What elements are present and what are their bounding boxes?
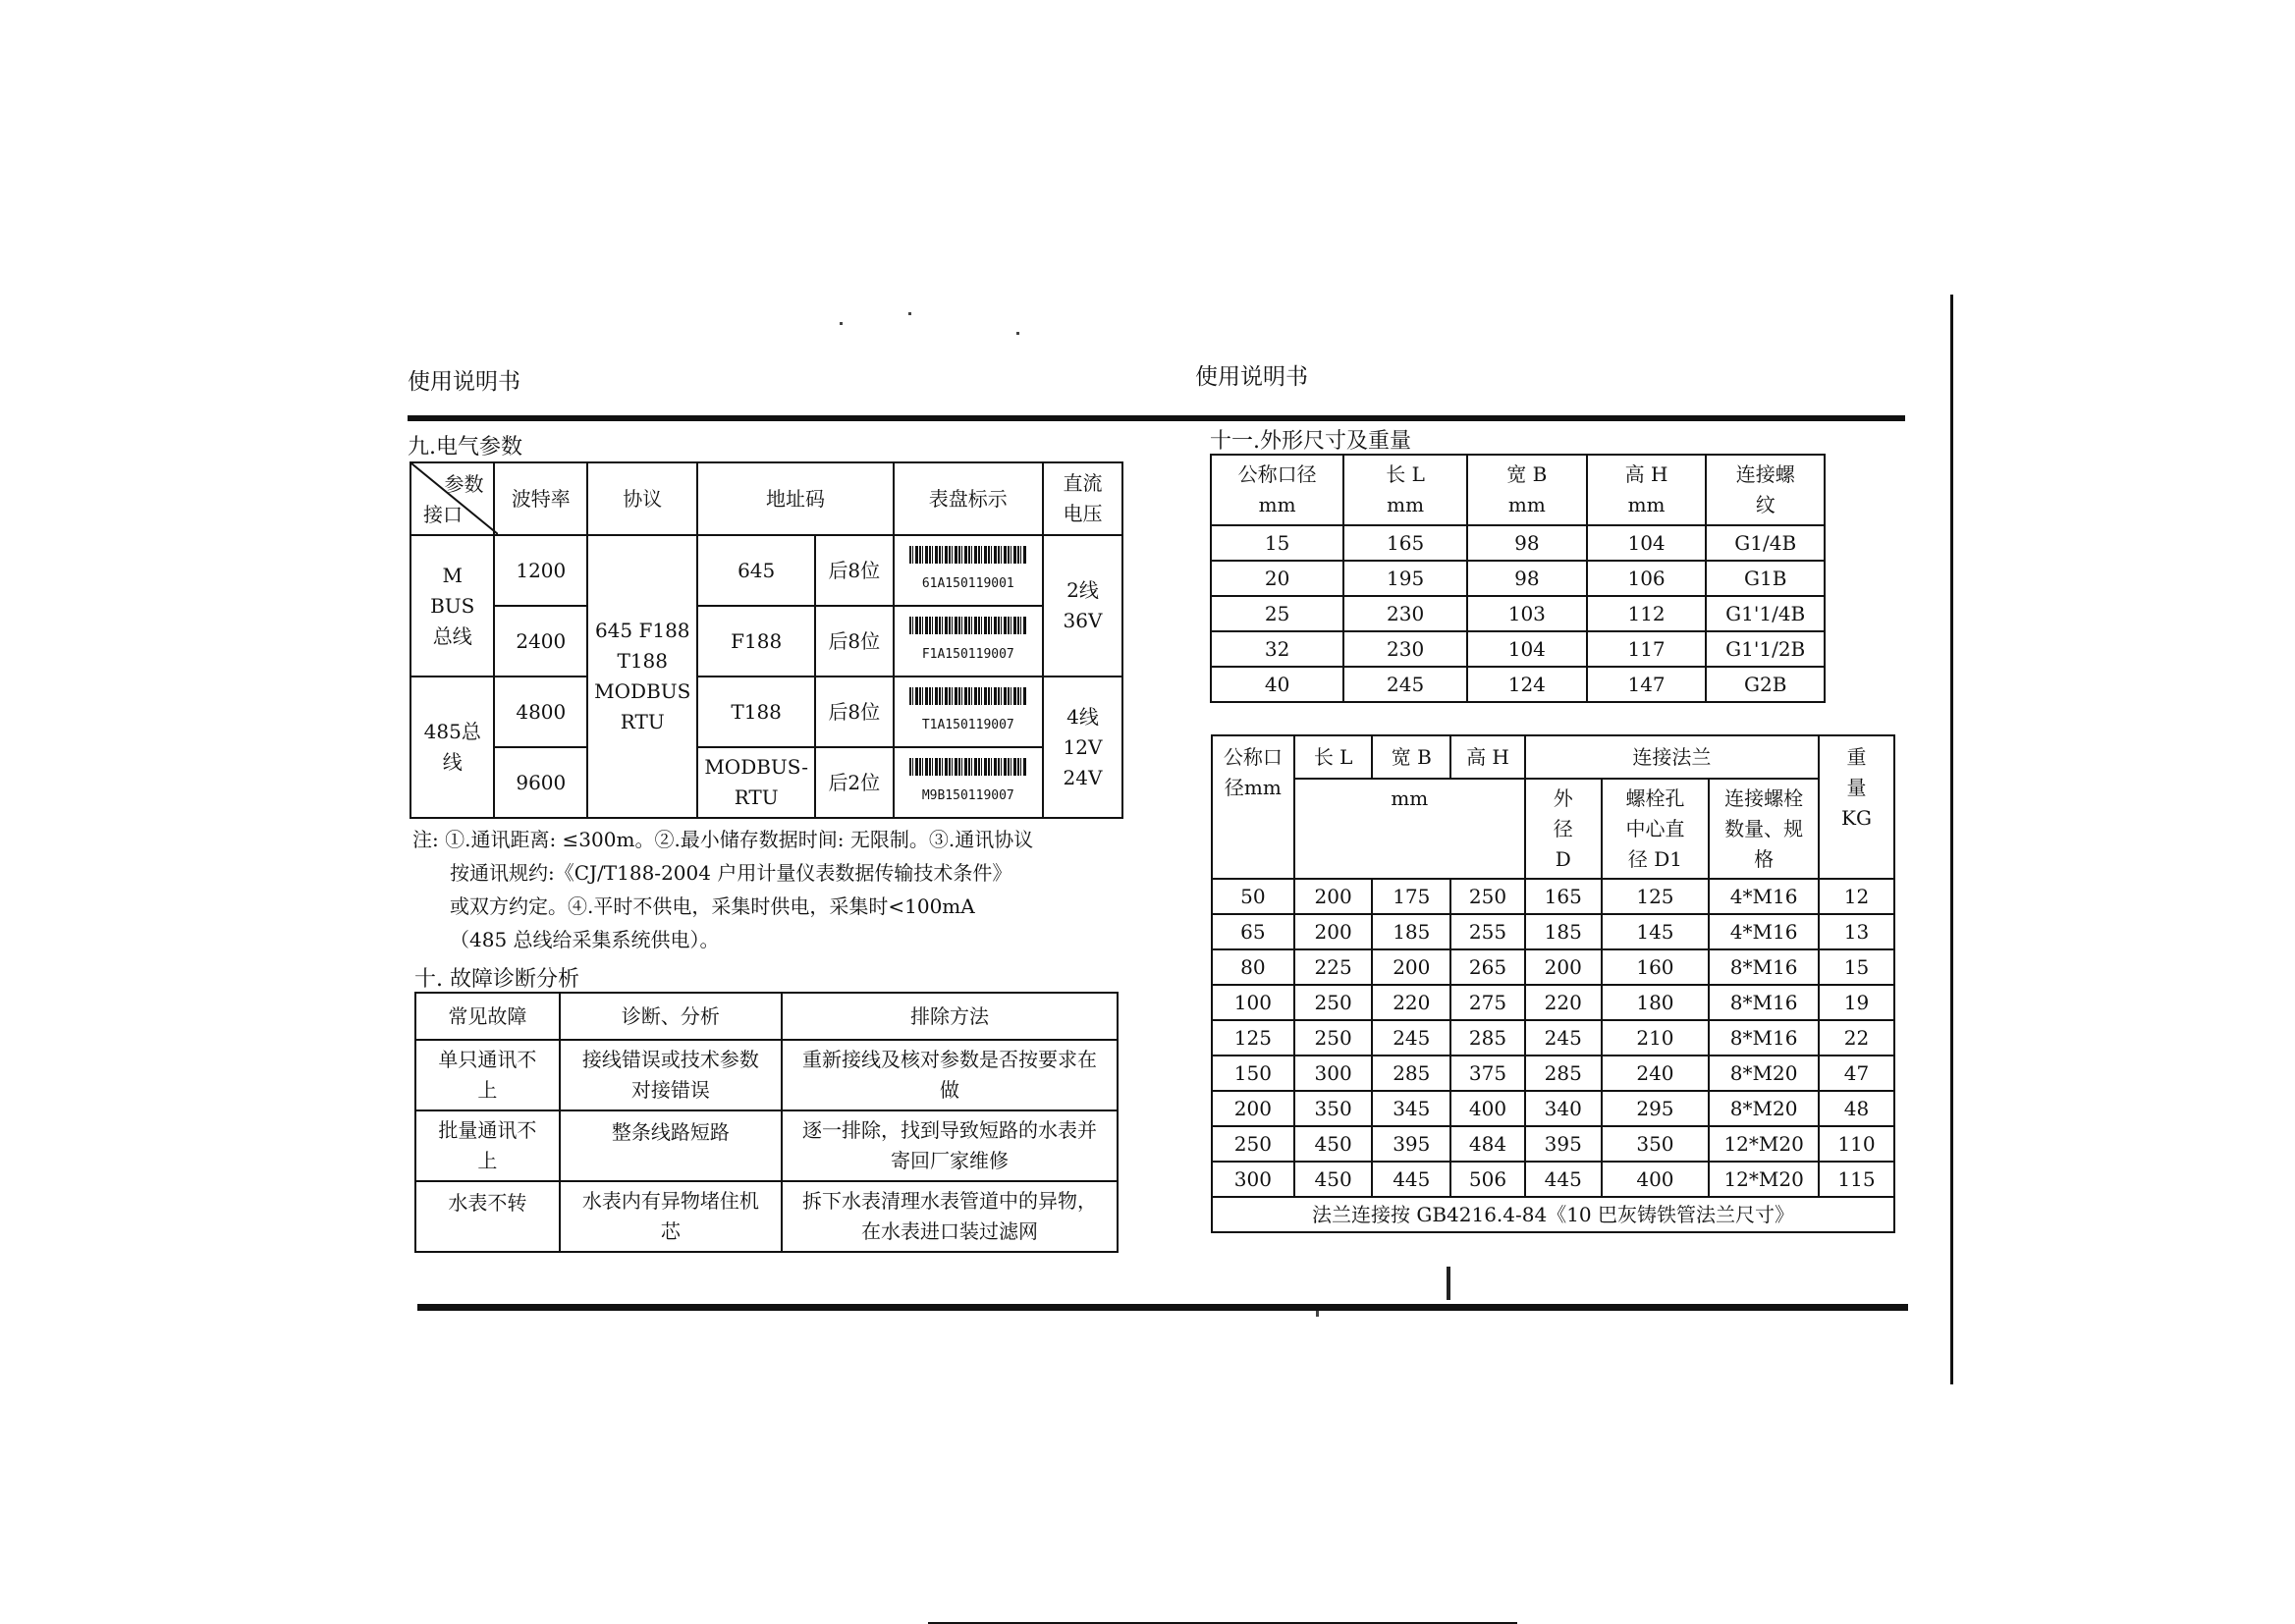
section10-title: 十. 故障诊断分析 bbox=[414, 967, 579, 992]
fault-cell: 拆下水表清理水表管道中的异物，在水表进口装过滤网 bbox=[782, 1181, 1118, 1252]
flange-cell: 200 bbox=[1372, 949, 1450, 985]
dim-cell: 117 bbox=[1587, 631, 1707, 667]
barcode-text: M9B150119007 bbox=[921, 787, 1014, 803]
fault-header: 诊断、分析 bbox=[560, 993, 782, 1040]
dim-cell: 15 bbox=[1211, 525, 1343, 561]
note-line: 或双方约定。④.平时不供电，采集时供电，采集时<100mA bbox=[450, 894, 975, 918]
dim-cell: 230 bbox=[1343, 631, 1467, 667]
flange-cell: 150 bbox=[1212, 1056, 1294, 1091]
dim-header: 宽 B mm bbox=[1467, 455, 1587, 525]
note-line: 注: ①.通讯距离: ≤300m。②.最小储存数据时间: 无限制。③.通讯协议 bbox=[412, 828, 1034, 851]
flange-cell: 350 bbox=[1294, 1091, 1373, 1126]
flange-cell: 300 bbox=[1212, 1162, 1294, 1197]
electrical-params-table bbox=[410, 461, 1123, 819]
flange-cell: 445 bbox=[1525, 1162, 1602, 1197]
flange-cell: 285 bbox=[1372, 1056, 1450, 1091]
flange-cell: 245 bbox=[1372, 1020, 1450, 1056]
flange-mm-header: mm bbox=[1294, 779, 1525, 879]
flange-cell: 200 bbox=[1212, 1091, 1294, 1126]
flange-cell: 245 bbox=[1525, 1020, 1602, 1056]
barcode-label-cell bbox=[894, 535, 1043, 606]
flange-cell: 8*M20 bbox=[1709, 1091, 1819, 1126]
scan-speck bbox=[1316, 1311, 1319, 1317]
flange-cell: 300 bbox=[1294, 1056, 1373, 1091]
barcode-graphic bbox=[909, 546, 1027, 564]
fault-cell: 接线错误或技术参数对接错误 bbox=[560, 1040, 782, 1110]
flange-cell: 165 bbox=[1525, 879, 1602, 914]
barcode-label-cell bbox=[894, 677, 1043, 747]
fault-header: 排除方法 bbox=[782, 993, 1118, 1040]
dim-header: 长 L mm bbox=[1343, 455, 1467, 525]
col-baud-header: 波特率 bbox=[494, 462, 587, 535]
dim-cell: G1'1/4B bbox=[1706, 596, 1825, 631]
fault-cell: 批量通讯不上 bbox=[415, 1110, 560, 1181]
flange-cell: 250 bbox=[1450, 879, 1525, 914]
protocol-list-cell: 645 F188 T188 MODBUS RTU bbox=[587, 535, 697, 818]
flange-cell: 200 bbox=[1294, 879, 1373, 914]
flange-len-header: 长 L bbox=[1294, 735, 1373, 779]
bottom-rule bbox=[417, 1304, 1908, 1311]
flange-cell: 8*M16 bbox=[1709, 949, 1819, 985]
flange-cell: 12*M20 bbox=[1709, 1126, 1819, 1162]
flange-cell: 345 bbox=[1372, 1091, 1450, 1126]
interface-485: 485总线 bbox=[410, 677, 494, 818]
flange-cell: 50 bbox=[1212, 879, 1294, 914]
right-page-header: 使用说明书 bbox=[1195, 364, 1308, 390]
voltage-485-cell: 4线 12V 24V bbox=[1043, 677, 1122, 818]
scan-mark bbox=[1447, 1267, 1450, 1300]
flange-cell: 255 bbox=[1450, 914, 1525, 949]
dim-cell: G1'1/2B bbox=[1706, 631, 1825, 667]
col-label-header: 表盘标示 bbox=[894, 462, 1043, 535]
top-rule bbox=[408, 415, 1905, 421]
flange-cell: 450 bbox=[1294, 1126, 1373, 1162]
flange-standard-footer: 法兰连接按 GB4216.4-84《10 巴灰铸铁管法兰尺寸》 bbox=[1212, 1197, 1894, 1232]
dim-cell: 32 bbox=[1211, 631, 1343, 667]
flange-bolts-header: 连接螺栓数量、规格 bbox=[1709, 779, 1819, 879]
barcode-graphic bbox=[909, 617, 1027, 634]
dim-header: 连接螺纹 bbox=[1706, 455, 1825, 525]
flange-cell: 47 bbox=[1819, 1056, 1894, 1091]
flange-cell: 220 bbox=[1372, 985, 1450, 1020]
flange-cell: 145 bbox=[1602, 914, 1710, 949]
flange-cell: 185 bbox=[1372, 914, 1450, 949]
dim-cell: 98 bbox=[1467, 525, 1587, 561]
addr-digits-cell: 后8位 bbox=[815, 535, 894, 606]
barcode-text: F1A150119007 bbox=[921, 646, 1014, 662]
flange-cell: 8*M16 bbox=[1709, 1020, 1819, 1056]
diag-top-label: 参数 bbox=[444, 472, 484, 496]
flange-wid-header: 宽 B bbox=[1372, 735, 1450, 779]
section9-title: 九.电气参数 bbox=[408, 435, 522, 460]
flange-cell: 19 bbox=[1819, 985, 1894, 1020]
fault-cell: 逐一排除，找到导致短路的水表并寄回厂家维修 bbox=[782, 1110, 1118, 1181]
barcode-graphic bbox=[909, 687, 1027, 705]
flange-cell: 210 bbox=[1602, 1020, 1710, 1056]
fault-cell: 单只通讯不上 bbox=[415, 1040, 560, 1110]
flange-cell: 250 bbox=[1212, 1126, 1294, 1162]
flange-cell: 285 bbox=[1525, 1056, 1602, 1091]
flange-cell: 340 bbox=[1525, 1091, 1602, 1126]
flange-cell: 395 bbox=[1372, 1126, 1450, 1162]
flange-cell: 275 bbox=[1450, 985, 1525, 1020]
flange-dn-header: 公称口径mm bbox=[1212, 735, 1294, 879]
voltage-mbus-cell: 2线 36V bbox=[1043, 535, 1122, 677]
dim-cell: 112 bbox=[1587, 596, 1707, 631]
dim-cell: 195 bbox=[1343, 561, 1467, 596]
dimensions-table-small bbox=[1210, 454, 1826, 703]
barcode-text: 61A150119001 bbox=[921, 575, 1014, 591]
flange-cell: 48 bbox=[1819, 1091, 1894, 1126]
note-line: （485 总线给采集系统供电）。 bbox=[450, 928, 720, 951]
interface-mbus: M BUS总线 bbox=[410, 535, 494, 677]
flange-cell: 484 bbox=[1450, 1126, 1525, 1162]
flange-hei-header: 高 H bbox=[1450, 735, 1525, 779]
baud-cell: 4800 bbox=[494, 677, 587, 747]
flange-cell: 295 bbox=[1602, 1091, 1710, 1126]
addr-digits-cell: 后2位 bbox=[815, 747, 894, 818]
dim-cell: 25 bbox=[1211, 596, 1343, 631]
dim-cell: G1B bbox=[1706, 561, 1825, 596]
flange-cell: 22 bbox=[1819, 1020, 1894, 1056]
dim-cell: 20 bbox=[1211, 561, 1343, 596]
flange-cell: 4*M16 bbox=[1709, 914, 1819, 949]
flange-cell: 225 bbox=[1294, 949, 1373, 985]
fault-diagnosis-table bbox=[414, 992, 1119, 1253]
flange-boltcircle-header: 螺栓孔中心直径 D1 bbox=[1602, 779, 1710, 879]
flange-cell: 185 bbox=[1525, 914, 1602, 949]
dim-cell: 124 bbox=[1467, 667, 1587, 702]
barcode-text: T1A150119007 bbox=[921, 717, 1014, 732]
section11-title: 十一.外形尺寸及重量 bbox=[1210, 429, 1411, 454]
baud-cell: 9600 bbox=[494, 747, 587, 818]
note-line: 按通讯规约:《CJ/T188-2004 户用计量仪表数据传输技术条件》 bbox=[450, 861, 1012, 885]
flange-dimensions-table bbox=[1211, 734, 1895, 1233]
diag-bottom-label: 接口 bbox=[423, 503, 463, 526]
flange-cell: 265 bbox=[1450, 949, 1525, 985]
flange-cell: 200 bbox=[1525, 949, 1602, 985]
flange-cell: 250 bbox=[1294, 985, 1373, 1020]
flange-cell: 285 bbox=[1450, 1020, 1525, 1056]
baud-cell: 2400 bbox=[494, 606, 587, 677]
dim-cell: G1/4B bbox=[1706, 525, 1825, 561]
flange-cell: 4*M16 bbox=[1709, 879, 1819, 914]
dim-cell: 165 bbox=[1343, 525, 1467, 561]
flange-cell: 220 bbox=[1525, 985, 1602, 1020]
addr-digits-cell: 后8位 bbox=[815, 677, 894, 747]
flange-cell: 200 bbox=[1294, 914, 1373, 949]
dim-header: 公称口径 mm bbox=[1211, 455, 1343, 525]
addr-protocol-cell: T188 bbox=[697, 677, 815, 747]
flange-cell: 395 bbox=[1525, 1126, 1602, 1162]
addr-protocol-cell: 645 bbox=[697, 535, 815, 606]
col-voltage-header: 直流电压 bbox=[1043, 462, 1122, 535]
fault-cell: 水表不转 bbox=[415, 1181, 560, 1252]
scan-speck bbox=[840, 322, 843, 325]
flange-outer-header: 外径 D bbox=[1525, 779, 1602, 879]
dim-cell: 147 bbox=[1587, 667, 1707, 702]
flange-cell: 506 bbox=[1450, 1162, 1525, 1197]
flange-weight-header: 重量 KG bbox=[1819, 735, 1894, 879]
flange-cell: 12 bbox=[1819, 879, 1894, 914]
flange-connection-header: 连接法兰 bbox=[1525, 735, 1819, 779]
flange-cell: 445 bbox=[1372, 1162, 1450, 1197]
fault-cell: 水表内有异物堵住机芯 bbox=[560, 1181, 782, 1252]
col-protocol-header: 协议 bbox=[587, 462, 697, 535]
barcode-graphic bbox=[909, 758, 1027, 776]
flange-cell: 13 bbox=[1819, 914, 1894, 949]
flange-cell: 12*M20 bbox=[1709, 1162, 1819, 1197]
flange-cell: 110 bbox=[1819, 1126, 1894, 1162]
left-page-header: 使用说明书 bbox=[408, 369, 520, 395]
fault-cell: 整条线路短路 bbox=[560, 1110, 782, 1181]
dim-cell: 245 bbox=[1343, 667, 1467, 702]
baud-cell: 1200 bbox=[494, 535, 587, 606]
dim-cell: 103 bbox=[1467, 596, 1587, 631]
flange-cell: 65 bbox=[1212, 914, 1294, 949]
fault-header: 常见故障 bbox=[415, 993, 560, 1040]
flange-cell: 400 bbox=[1602, 1162, 1710, 1197]
flange-cell: 125 bbox=[1602, 879, 1710, 914]
flange-cell: 15 bbox=[1819, 949, 1894, 985]
barcode-label-cell bbox=[894, 606, 1043, 677]
dim-cell: 98 bbox=[1467, 561, 1587, 596]
flange-cell: 115 bbox=[1819, 1162, 1894, 1197]
flange-cell: 400 bbox=[1450, 1091, 1525, 1126]
flange-cell: 180 bbox=[1602, 985, 1710, 1020]
flange-cell: 375 bbox=[1450, 1056, 1525, 1091]
flange-cell: 8*M16 bbox=[1709, 985, 1819, 1020]
dim-cell: 104 bbox=[1587, 525, 1707, 561]
dim-cell: 230 bbox=[1343, 596, 1467, 631]
addr-protocol-cell: F188 bbox=[697, 606, 815, 677]
right-border-line bbox=[1950, 295, 1953, 1384]
addr-protocol-cell: MODBUS-RTU bbox=[697, 747, 815, 818]
diagonal-header-cell bbox=[410, 462, 494, 535]
flange-cell: 240 bbox=[1602, 1056, 1710, 1091]
scan-speck bbox=[908, 312, 911, 315]
addr-digits-cell: 后8位 bbox=[815, 606, 894, 677]
flange-cell: 450 bbox=[1294, 1162, 1373, 1197]
col-address-header: 地址码 bbox=[697, 462, 893, 535]
flange-cell: 8*M20 bbox=[1709, 1056, 1819, 1091]
dim-cell: 104 bbox=[1467, 631, 1587, 667]
dim-header: 高 H mm bbox=[1587, 455, 1707, 525]
flange-cell: 160 bbox=[1602, 949, 1710, 985]
flange-cell: 100 bbox=[1212, 985, 1294, 1020]
fault-cell: 重新接线及核对参数是否按要求在做 bbox=[782, 1040, 1118, 1110]
flange-cell: 80 bbox=[1212, 949, 1294, 985]
flange-cell: 350 bbox=[1602, 1126, 1710, 1162]
flange-cell: 250 bbox=[1294, 1020, 1373, 1056]
dim-cell: 106 bbox=[1587, 561, 1707, 596]
barcode-label-cell bbox=[894, 747, 1043, 818]
dim-cell: G2B bbox=[1706, 667, 1825, 702]
scan-speck bbox=[1016, 332, 1019, 335]
dim-cell: 40 bbox=[1211, 667, 1343, 702]
flange-cell: 175 bbox=[1372, 879, 1450, 914]
flange-cell: 125 bbox=[1212, 1020, 1294, 1056]
